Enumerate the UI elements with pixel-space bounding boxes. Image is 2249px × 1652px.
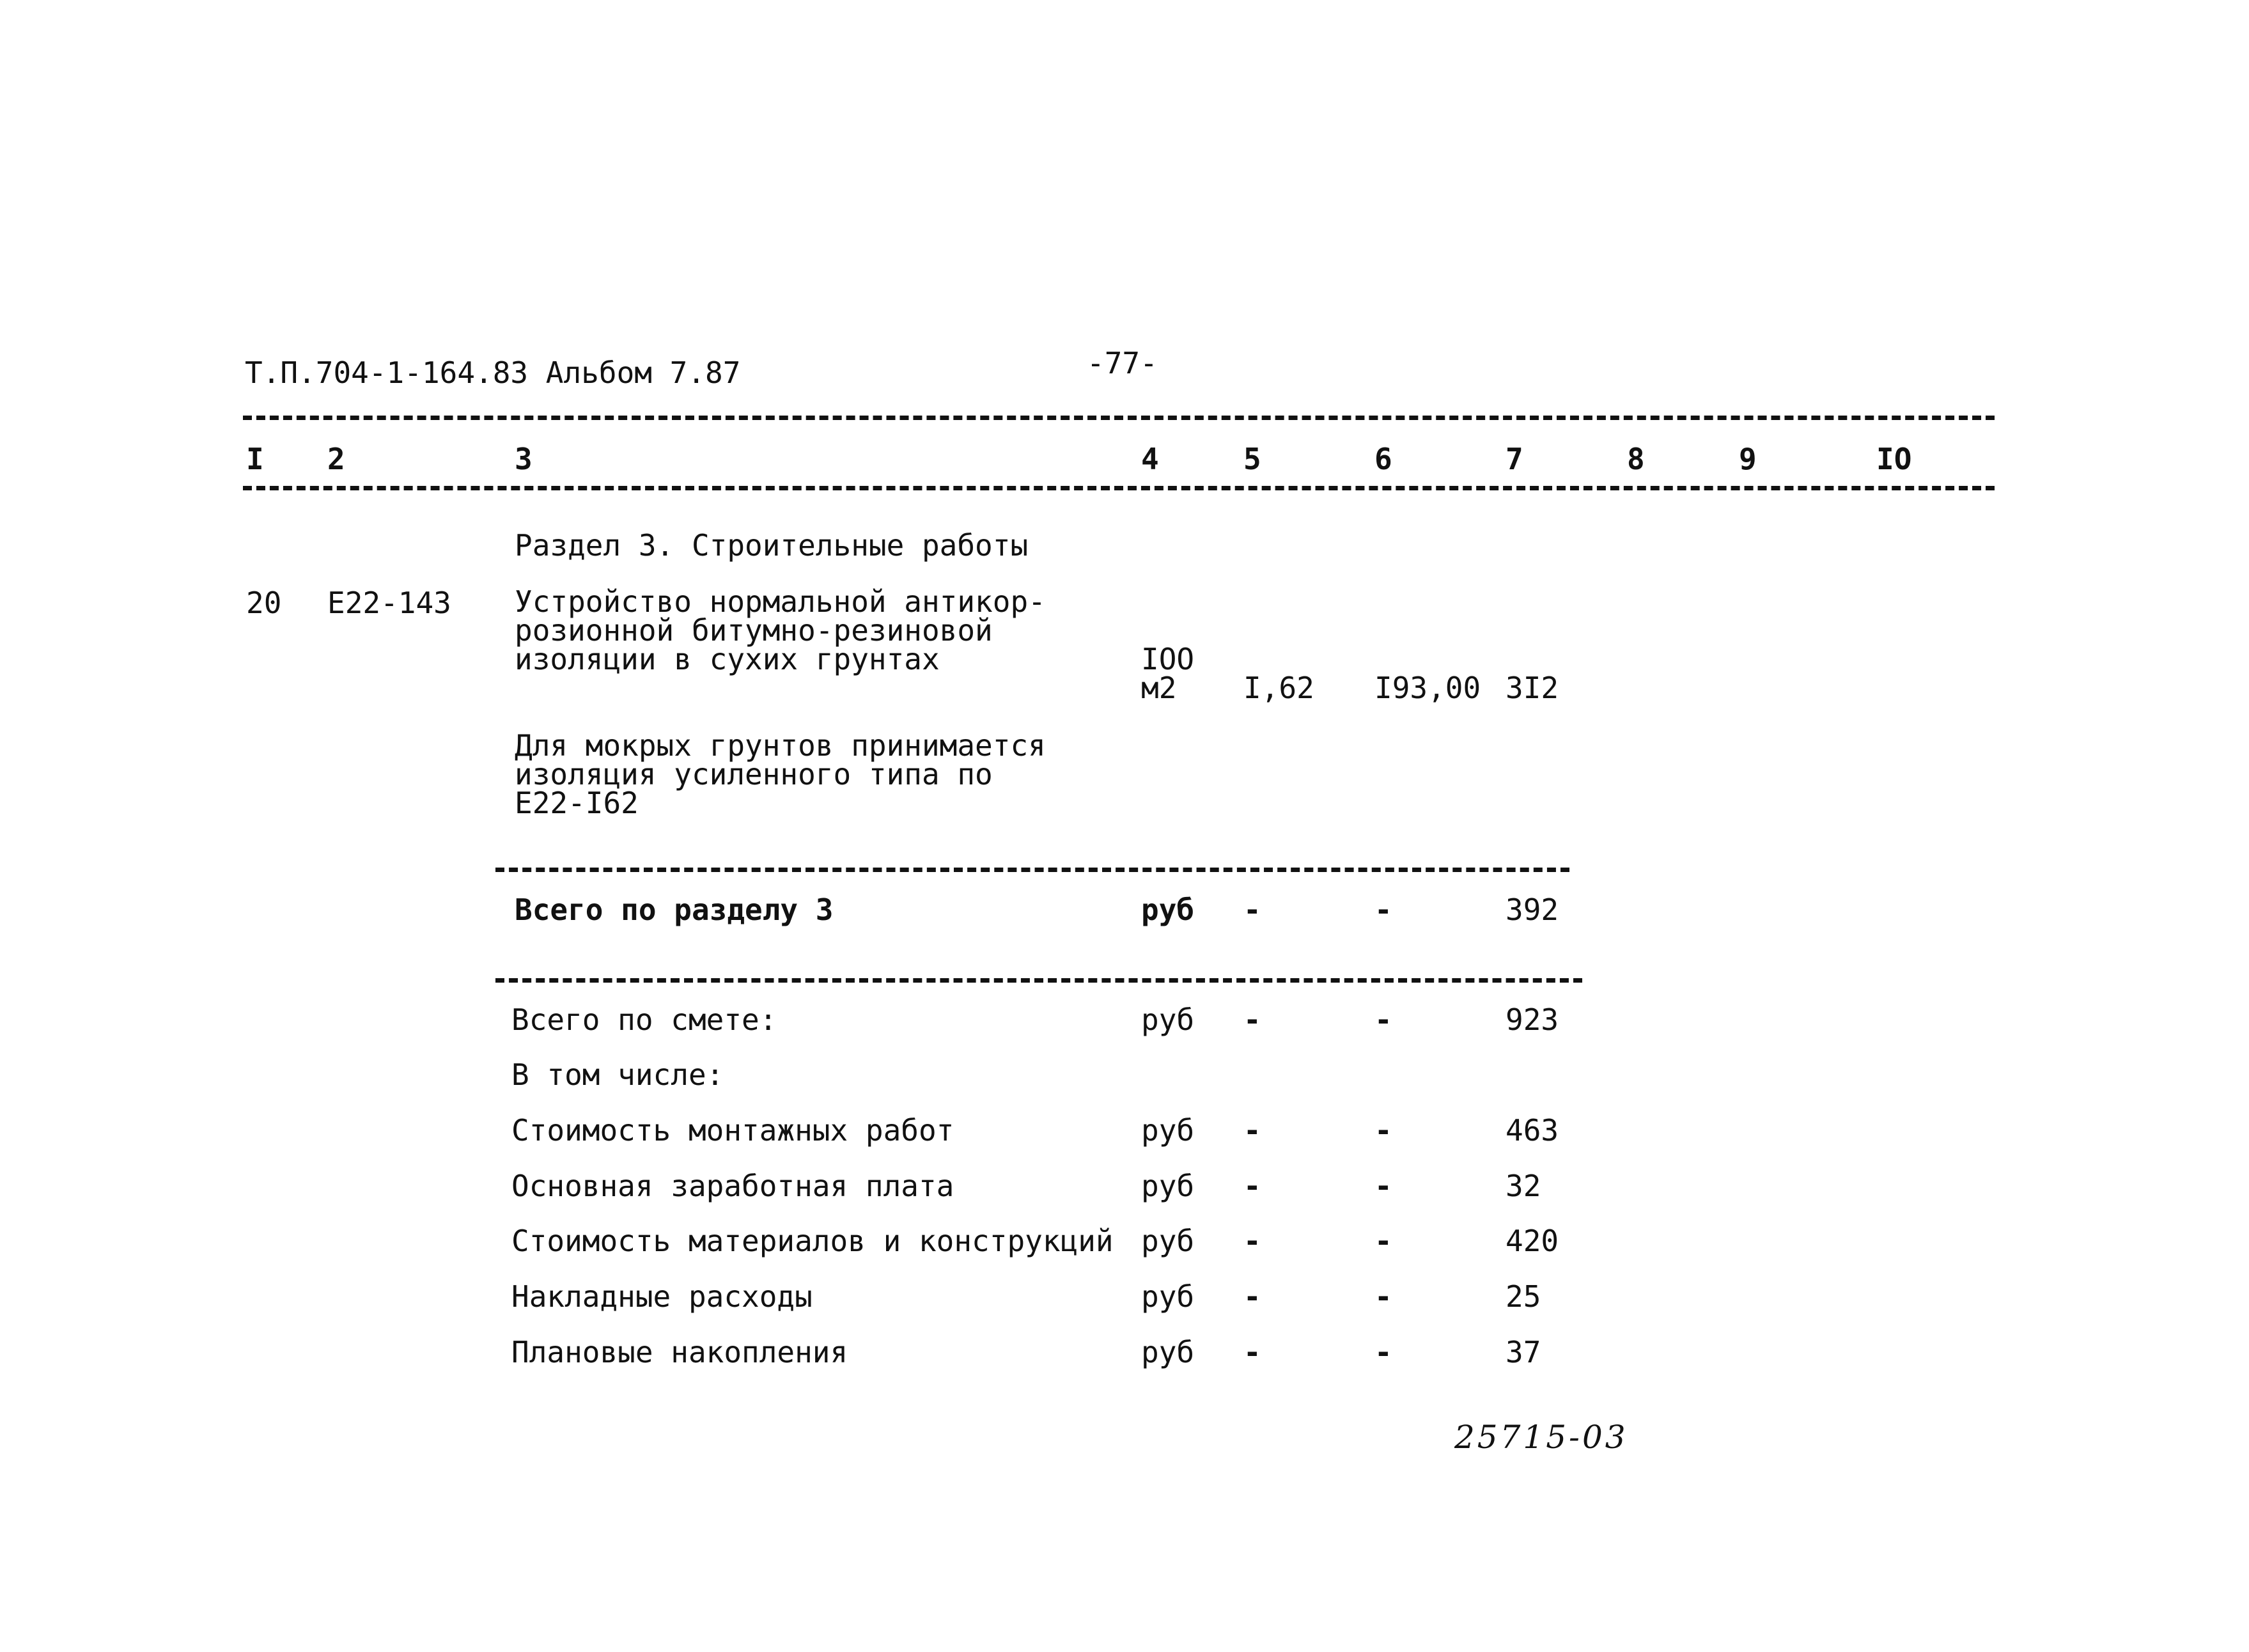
note-line: изоляция усиленного типа по [515, 757, 993, 791]
note-line: Для мокрых грунтов принимается [515, 728, 1046, 763]
breakdown-unit: руб [1141, 1335, 1195, 1369]
breakdown-value: 32 [1506, 1169, 1541, 1203]
breakdown-col6: - [1374, 1169, 1392, 1203]
column-header-10: IO [1876, 442, 1912, 476]
header-top-divider [243, 416, 1995, 420]
page-number: -77- [1087, 346, 1158, 380]
breakdown-label: Основная заработная плата [511, 1169, 954, 1203]
breakdown-value: 25 [1506, 1279, 1541, 1314]
section-total-label: Всего по разделу 3 [515, 892, 834, 927]
item-description-line: изоляции в сухих грунтах [515, 642, 940, 676]
breakdown-col5: - [1243, 1335, 1261, 1369]
item-total: 3I2 [1506, 671, 1559, 705]
column-header-5: 5 [1243, 442, 1261, 476]
column-header-3: 3 [515, 442, 533, 476]
column-header-2: 2 [327, 442, 345, 476]
estimate-total-unit: руб [1141, 1002, 1195, 1037]
item-unit-price: I93,00 [1374, 671, 1481, 705]
column-header-6: 6 [1374, 442, 1392, 476]
section-title: Раздел 3. Строительные работы [515, 528, 1029, 563]
breakdown-label: Стоимость монтажных работ [511, 1113, 954, 1148]
breakdown-col6: - [1374, 1279, 1392, 1314]
estimate-total-value: 923 [1506, 1002, 1559, 1037]
breakdown-unit: руб [1141, 1224, 1195, 1258]
column-header-9: 9 [1739, 442, 1757, 476]
breakdown-unit: руб [1141, 1169, 1195, 1203]
column-header-7: 7 [1506, 442, 1523, 476]
inventory-stamp: 25715-03 [1454, 1419, 1628, 1456]
estimate-total-col5: - [1243, 1002, 1261, 1037]
item-unit-line: м2 [1141, 671, 1177, 705]
including-label: В том числе: [511, 1057, 724, 1092]
breakdown-label: Накладные расходы [511, 1279, 813, 1314]
breakdown-value: 37 [1506, 1335, 1541, 1369]
item-number: 20 [246, 586, 282, 620]
breakdown-label: Стоимость материалов и конструкций [511, 1224, 1114, 1258]
breakdown-col6: - [1374, 1113, 1392, 1148]
section-total-unit: руб [1141, 892, 1195, 927]
item-description-line: Устройство нормальной антикор- [515, 584, 1046, 619]
header-bottom-divider [243, 486, 1995, 490]
breakdown-value: 420 [1506, 1224, 1559, 1258]
estimate-total-col6: - [1374, 1002, 1392, 1037]
estimate-total-label: Всего по смете: [511, 1002, 777, 1037]
item-description-line: розионной битумно-резиновой [515, 613, 993, 648]
breakdown-label: Плановые накопления [511, 1335, 848, 1369]
column-header-1: I [246, 442, 264, 476]
breakdown-col5: - [1243, 1113, 1261, 1148]
document-code: Т.П.704-1-164.83 Альбом 7.87 [245, 355, 741, 390]
item-quantity: I,62 [1243, 671, 1314, 705]
section-total-col6: - [1374, 892, 1392, 927]
breakdown-col5: - [1243, 1224, 1261, 1258]
item-unit-line: IOO [1141, 642, 1195, 676]
column-header-8: 8 [1627, 442, 1645, 476]
breakdown-col5: - [1243, 1279, 1261, 1314]
section-divider [495, 868, 1569, 872]
breakdown-col5: - [1243, 1169, 1261, 1203]
section-total-value: 392 [1506, 892, 1559, 927]
breakdown-col6: - [1374, 1335, 1392, 1369]
item-code: Е22-143 [327, 586, 451, 620]
breakdown-col6: - [1374, 1224, 1392, 1258]
section-total-col5: - [1243, 892, 1261, 927]
breakdown-value: 463 [1506, 1113, 1559, 1148]
breakdown-unit: руб [1141, 1113, 1195, 1148]
total-divider [495, 978, 1582, 983]
column-header-4: 4 [1141, 442, 1159, 476]
breakdown-unit: руб [1141, 1279, 1195, 1314]
note-line: Е22-I62 [515, 786, 639, 820]
